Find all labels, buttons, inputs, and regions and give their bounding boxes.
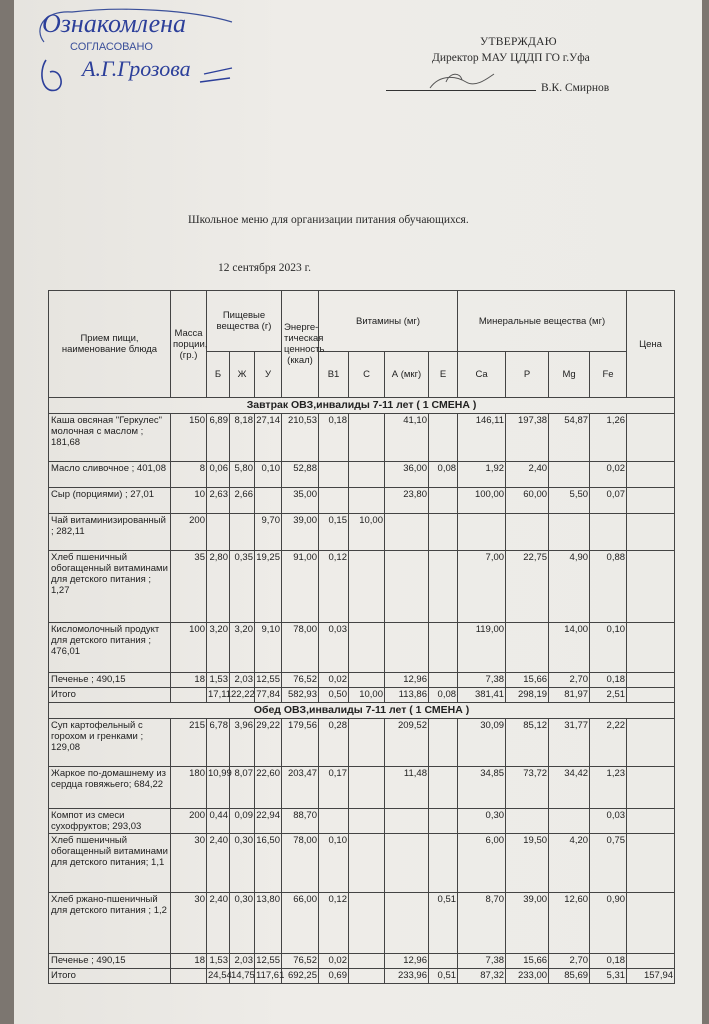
table-cell: 52,88	[282, 462, 319, 488]
table-cell: 0,75	[590, 834, 627, 893]
header-energy: Энерге-тическая ценность (ккал)	[282, 291, 319, 398]
document-sheet	[14, 0, 702, 1024]
table-cell: 0,08	[429, 688, 458, 703]
table-cell: 2,66	[230, 488, 255, 514]
table-row	[49, 954, 675, 969]
table-cell: 180	[171, 767, 207, 809]
table-cell: 0,18	[319, 414, 349, 462]
table-cell	[385, 514, 429, 551]
table-cell: 5,80	[230, 462, 255, 488]
table-cell: 0,02	[319, 954, 349, 969]
header-zh: Ж	[230, 352, 255, 398]
dish-name: Итого	[49, 969, 171, 984]
table-cell: 15,66	[506, 673, 549, 688]
table-cell: 34,42	[549, 767, 590, 809]
table-cell: 233,96	[385, 969, 429, 984]
header-c: С	[349, 352, 385, 398]
table-cell: 41,10	[385, 414, 429, 462]
table-cell: 34,85	[458, 767, 506, 809]
dish-name: Печенье ; 490,15	[49, 954, 171, 969]
table-cell: 0,18	[590, 954, 627, 969]
table-cell: 8,70	[458, 893, 506, 954]
table-cell: 66,00	[282, 893, 319, 954]
table-row	[49, 462, 675, 488]
table-cell: 3,20	[230, 623, 255, 673]
table-cell	[549, 514, 590, 551]
table-cell: 12,96	[385, 954, 429, 969]
menu-table	[48, 290, 675, 984]
table-cell: 692,25	[282, 969, 319, 984]
table-cell	[429, 767, 458, 809]
header-nutrients: Пищевые вещества (г)	[207, 291, 282, 352]
table-cell: 209,52	[385, 719, 429, 767]
table-cell: 210,53	[282, 414, 319, 462]
table-cell: 0,90	[590, 893, 627, 954]
section-header-row	[49, 703, 675, 719]
table-cell: 119,00	[458, 623, 506, 673]
table-cell	[349, 551, 385, 623]
table-cell: 27,14	[255, 414, 282, 462]
dish-name: Печенье ; 490,15	[49, 673, 171, 688]
table-cell	[506, 514, 549, 551]
table-cell: 0,51	[429, 893, 458, 954]
dish-name: Хлеб пшеничный обогащенный витаминами для детского питания ; 1,27	[49, 551, 171, 623]
table-cell: 35	[171, 551, 207, 623]
table-cell: 8,07	[230, 767, 255, 809]
table-cell: 100	[171, 623, 207, 673]
table-cell: 78,00	[282, 623, 319, 673]
table-cell: 150	[171, 414, 207, 462]
table-cell	[429, 414, 458, 462]
header-minerals: Минеральные вещества (мг)	[458, 291, 627, 352]
table-cell	[349, 719, 385, 767]
table-cell: 1,23	[590, 767, 627, 809]
table-cell: 2,70	[549, 954, 590, 969]
table-row	[49, 414, 675, 462]
table-cell: 78,00	[282, 834, 319, 893]
table-cell: 179,56	[282, 719, 319, 767]
table-cell: 76,52	[282, 673, 319, 688]
stamp-line-1: Ознакомлена	[42, 9, 187, 38]
section-title: Обед ОВЗ,инвалиды 7-11 лет ( 1 СМЕНА )	[49, 703, 675, 719]
table-cell: 76,52	[282, 954, 319, 969]
dish-name: Хлеб пшеничный обогащенный витаминами для детского питания; 1,1	[49, 834, 171, 893]
table-cell	[349, 834, 385, 893]
header-a: А (мкг)	[385, 352, 429, 398]
table-cell: 1,92	[458, 462, 506, 488]
header-mg: Mg	[549, 352, 590, 398]
table-cell: 81,97	[549, 688, 590, 703]
table-cell: 117,61	[255, 969, 282, 984]
header-mass: Масса порции, (гр.)	[171, 291, 207, 398]
table-cell: 1,53	[207, 954, 230, 969]
table-cell	[207, 514, 230, 551]
table-cell: 0,02	[319, 673, 349, 688]
document-date: 12 сентября 2023 г.	[218, 262, 311, 274]
table-cell	[255, 488, 282, 514]
table-cell	[230, 514, 255, 551]
table-cell	[385, 551, 429, 623]
table-row	[49, 834, 675, 893]
table-cell: 0,18	[590, 673, 627, 688]
table-cell: 16,50	[255, 834, 282, 893]
table-cell: 1,53	[207, 673, 230, 688]
table-cell: 4,90	[549, 551, 590, 623]
table-cell: 0,88	[590, 551, 627, 623]
approval-signer: В.К. Смирнов	[541, 82, 610, 94]
dish-name: Каша овсяная "Геркулес" молочная с маслом ; 181,68	[49, 414, 171, 462]
table-cell: 14,00	[549, 623, 590, 673]
table-cell: 0,30	[230, 834, 255, 893]
table-cell	[349, 488, 385, 514]
header-b: Б	[207, 352, 230, 398]
table-cell: 582,93	[282, 688, 319, 703]
table-cell: 85,12	[506, 719, 549, 767]
table-cell: 73,72	[506, 767, 549, 809]
table-cell: 22,22	[230, 688, 255, 703]
table-cell: 11,48	[385, 767, 429, 809]
table-cell: 18	[171, 954, 207, 969]
table-cell: 35,00	[282, 488, 319, 514]
table-cell: 30,09	[458, 719, 506, 767]
table-cell: 12,96	[385, 673, 429, 688]
table-cell	[171, 688, 207, 703]
dish-name: Кисломолочный продукт для детского питания ; 476,01	[49, 623, 171, 673]
table-cell: 7,38	[458, 954, 506, 969]
table-cell: 88,70	[282, 809, 319, 834]
table-cell: 10	[171, 488, 207, 514]
dish-name: Масло сливочное ; 401,08	[49, 462, 171, 488]
table-cell: 200	[171, 514, 207, 551]
table-cell: 200	[171, 809, 207, 834]
table-cell	[385, 623, 429, 673]
table-cell: 85,69	[549, 969, 590, 984]
table-cell	[429, 719, 458, 767]
table-cell: 0,09	[230, 809, 255, 834]
table-cell: 29,22	[255, 719, 282, 767]
table-cell: 2,63	[207, 488, 230, 514]
table-cell	[429, 809, 458, 834]
table-cell: 298,19	[506, 688, 549, 703]
table-cell: 22,60	[255, 767, 282, 809]
table-cell: 31,77	[549, 719, 590, 767]
stamp-signature: А.Г.Грозова	[82, 56, 191, 81]
dish-name: Жаркое по-домашнему из сердца говяжьего; 684,22	[49, 767, 171, 809]
menu-table-body	[49, 398, 675, 984]
table-cell	[349, 414, 385, 462]
table-cell	[349, 893, 385, 954]
approval-title: УТВЕРЖДАЮ	[480, 36, 557, 48]
approval-stamp	[32, 2, 232, 102]
table-cell	[627, 488, 675, 514]
dish-name: Сыр (порциями) ; 27,01	[49, 488, 171, 514]
table-cell: 60,00	[506, 488, 549, 514]
table-cell: 2,40	[506, 462, 549, 488]
table-cell	[506, 623, 549, 673]
table-cell	[627, 688, 675, 703]
table-cell: 19,50	[506, 834, 549, 893]
table-cell	[349, 673, 385, 688]
table-cell	[429, 488, 458, 514]
table-cell: 8	[171, 462, 207, 488]
section-header-row	[49, 398, 675, 414]
document-title: Школьное меню для организации питания обучающихся.	[188, 214, 469, 226]
table-cell: 5,50	[549, 488, 590, 514]
table-cell: 6,78	[207, 719, 230, 767]
dish-name: Хлеб ржано-пшеничный для детского питания ; 1,2	[49, 893, 171, 954]
dish-name: Чай витаминизированный ; 282,11	[49, 514, 171, 551]
table-cell: 6,89	[207, 414, 230, 462]
header-meal: Прием пищи, наименование блюда	[49, 291, 171, 398]
table-cell	[627, 414, 675, 462]
stamp-line-2: СОГЛАСОВАНО	[70, 41, 153, 53]
table-cell: 0,10	[255, 462, 282, 488]
table-cell: 17,11	[207, 688, 230, 703]
table-cell: 7,38	[458, 673, 506, 688]
table-cell: 5,31	[590, 969, 627, 984]
table-cell: 7,00	[458, 551, 506, 623]
table-cell: 39,00	[506, 893, 549, 954]
table-cell: 36,00	[385, 462, 429, 488]
table-cell: 0,12	[319, 551, 349, 623]
table-cell: 0,35	[230, 551, 255, 623]
table-cell: 0,44	[207, 809, 230, 834]
table-cell	[319, 809, 349, 834]
table-row	[49, 893, 675, 954]
table-cell: 0,17	[319, 767, 349, 809]
table-cell	[349, 767, 385, 809]
table-cell: 12,55	[255, 954, 282, 969]
table-cell: 13,80	[255, 893, 282, 954]
table-cell	[385, 809, 429, 834]
table-cell: 0,69	[319, 969, 349, 984]
table-cell: 8,18	[230, 414, 255, 462]
table-cell	[458, 514, 506, 551]
table-cell: 0,10	[319, 834, 349, 893]
table-cell: 15,66	[506, 954, 549, 969]
table-row	[49, 488, 675, 514]
table-cell: 381,41	[458, 688, 506, 703]
header-ca: Ca	[458, 352, 506, 398]
header-e: Е	[429, 352, 458, 398]
table-cell: 4,20	[549, 834, 590, 893]
table-row	[49, 551, 675, 623]
table-cell: 3,20	[207, 623, 230, 673]
table-cell: 0,08	[429, 462, 458, 488]
table-cell	[385, 834, 429, 893]
dish-name: Компот из смеси сухофруктов; 293,03	[49, 809, 171, 834]
header-price: Цена	[627, 291, 675, 398]
table-cell: 77,84	[255, 688, 282, 703]
dish-name: Итого	[49, 688, 171, 703]
header-b1: В1	[319, 352, 349, 398]
table-cell: 0,51	[429, 969, 458, 984]
table-cell: 30	[171, 834, 207, 893]
table-row	[49, 969, 675, 984]
table-cell	[349, 462, 385, 488]
table-cell: 2,22	[590, 719, 627, 767]
approval-position: Директор МАУ ЦДДП ГО г.Уфа	[432, 52, 590, 64]
section-title: Завтрак ОВЗ,инвалиды 7-11 лет ( 1 СМЕНА )	[49, 398, 675, 414]
table-cell	[429, 954, 458, 969]
table-cell	[429, 551, 458, 623]
table-cell: 100,00	[458, 488, 506, 514]
table-cell	[171, 969, 207, 984]
table-row	[49, 809, 675, 834]
header-fe: Fe	[590, 352, 627, 398]
table-cell: 0,30	[230, 893, 255, 954]
table-cell: 10,00	[349, 688, 385, 703]
table-cell: 2,40	[207, 893, 230, 954]
dish-name: Суп картофельный с горохом и гренками ; 129,08	[49, 719, 171, 767]
table-cell: 87,32	[458, 969, 506, 984]
table-cell: 9,70	[255, 514, 282, 551]
table-cell	[349, 809, 385, 834]
table-cell: 12,55	[255, 673, 282, 688]
signature-line	[386, 90, 536, 91]
table-cell: 10,99	[207, 767, 230, 809]
table-cell: 24,54	[207, 969, 230, 984]
table-cell	[429, 673, 458, 688]
table-cell	[627, 954, 675, 969]
table-cell: 6,00	[458, 834, 506, 893]
table-cell	[429, 834, 458, 893]
table-cell	[627, 673, 675, 688]
table-cell: 1,26	[590, 414, 627, 462]
table-cell: 2,70	[549, 673, 590, 688]
table-row	[49, 514, 675, 551]
table-cell: 2,80	[207, 551, 230, 623]
table-cell	[549, 809, 590, 834]
table-cell	[627, 462, 675, 488]
table-cell: 0,03	[319, 623, 349, 673]
table-cell: 0,12	[319, 893, 349, 954]
table-cell: 3,96	[230, 719, 255, 767]
table-cell: 0,02	[590, 462, 627, 488]
table-cell: 215	[171, 719, 207, 767]
table-cell	[385, 893, 429, 954]
table-cell: 0,07	[590, 488, 627, 514]
table-cell	[590, 514, 627, 551]
table-cell: 2,03	[230, 673, 255, 688]
table-cell: 113,86	[385, 688, 429, 703]
table-cell: 39,00	[282, 514, 319, 551]
table-cell: 10,00	[349, 514, 385, 551]
header-u: У	[255, 352, 282, 398]
table-cell	[627, 834, 675, 893]
table-cell: 19,25	[255, 551, 282, 623]
header-p: P	[506, 352, 549, 398]
table-row	[49, 719, 675, 767]
table-cell	[319, 462, 349, 488]
table-cell: 0,03	[590, 809, 627, 834]
table-cell: 0,10	[590, 623, 627, 673]
table-cell	[319, 488, 349, 514]
table-cell	[627, 623, 675, 673]
table-cell: 203,47	[282, 767, 319, 809]
table-cell: 0,06	[207, 462, 230, 488]
table-cell	[627, 809, 675, 834]
table-cell: 2,40	[207, 834, 230, 893]
table-cell: 22,94	[255, 809, 282, 834]
table-cell: 0,30	[458, 809, 506, 834]
table-cell: 22,75	[506, 551, 549, 623]
table-cell: 233,00	[506, 969, 549, 984]
table-cell	[627, 551, 675, 623]
table-cell	[349, 969, 385, 984]
table-cell: 30	[171, 893, 207, 954]
table-cell: 12,60	[549, 893, 590, 954]
header-vitamins: Витамины (мг)	[319, 291, 458, 352]
table-row	[49, 688, 675, 703]
table-row	[49, 623, 675, 673]
table-cell: 2,03	[230, 954, 255, 969]
table-cell: 197,38	[506, 414, 549, 462]
table-cell: 23,80	[385, 488, 429, 514]
table-cell: 0,15	[319, 514, 349, 551]
table-cell: 54,87	[549, 414, 590, 462]
table-cell: 9,10	[255, 623, 282, 673]
table-cell: 91,00	[282, 551, 319, 623]
table-cell: 2,51	[590, 688, 627, 703]
table-cell: 0,50	[319, 688, 349, 703]
table-row	[49, 673, 675, 688]
table-cell: 14,75	[230, 969, 255, 984]
table-cell	[506, 809, 549, 834]
table-row	[49, 767, 675, 809]
table-cell	[429, 514, 458, 551]
table-cell	[349, 954, 385, 969]
table-cell	[429, 623, 458, 673]
table-cell	[549, 462, 590, 488]
table-cell	[627, 767, 675, 809]
table-cell: 18	[171, 673, 207, 688]
table-cell: 0,28	[319, 719, 349, 767]
table-cell: 157,94	[627, 969, 675, 984]
table-cell	[627, 719, 675, 767]
table-cell	[627, 514, 675, 551]
table-cell	[627, 893, 675, 954]
table-cell: 146,11	[458, 414, 506, 462]
table-cell	[349, 623, 385, 673]
